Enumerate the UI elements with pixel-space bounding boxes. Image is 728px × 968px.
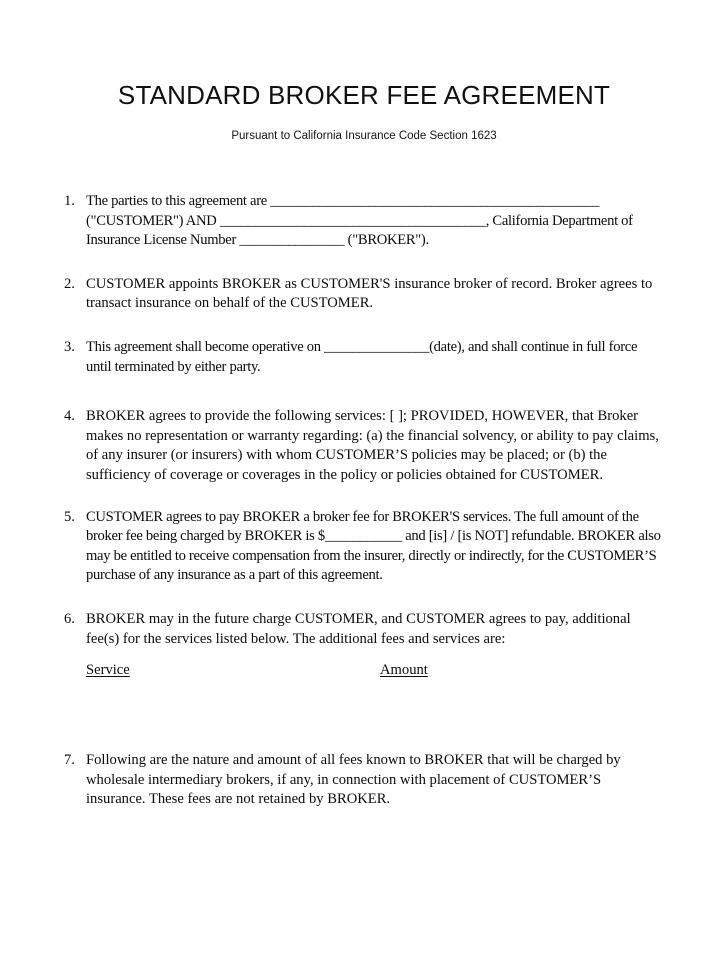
clause-7-number: 7. [64, 752, 75, 769]
clause-spacer [64, 486, 664, 508]
clause-spacer [64, 251, 664, 275]
clause-7-text: Following are the nature and amount of all fees known to BROKER that will be charged by wholesale intermediary brokers, if any, in connection with placement of CUSTOMER’S insurance. These fees are not retained by BROKER. [86, 752, 621, 808]
page-title: STANDARD BROKER FEE AGREEMENT [117, 80, 611, 110]
clause-spacer [64, 377, 664, 407]
additional-fees-table [86, 661, 664, 681]
clause-1-number: 1. [64, 193, 75, 209]
clause-4-number: 4. [64, 408, 75, 425]
clause-spacer [64, 586, 664, 610]
clause-4 [64, 407, 664, 485]
fee-table-service-header: Service [86, 662, 130, 679]
clause-list [64, 192, 664, 810]
clause-1 [64, 192, 664, 251]
clause-5-text: CUSTOMER agrees to pay BROKER a broker fee for BROKER'S services. The full amount of the broker fee being charged by BROKER is $___________ and [is] / [is NOT] refundable. BROKER also may be entitled to receive compensation from the insurer, directly or indirectly, for the CUSTOMER’S purchase of any insurance as a part of this agreement. [86, 508, 661, 584]
clause-6-text: BROKER may in the future charge CUSTOMER, and CUSTOMER agrees to pay, additional fee(s) for the services listed below. The additional fees and services are: [86, 610, 631, 647]
clause-3-number: 3. [64, 338, 75, 355]
clause-7 [64, 751, 664, 810]
clause-2-text: CUSTOMER appoints BROKER as CUSTOMER'S insurance broker of record. Broker agrees to transact insurance on behalf of the CUSTOMER. [86, 275, 653, 312]
clause-spacer [64, 314, 664, 338]
clause-5 [64, 508, 664, 586]
clause-2 [64, 275, 664, 314]
page-subtitle: Pursuant to California Insurance Code Section 1623 [231, 130, 497, 142]
clause-6 [64, 610, 664, 681]
fee-table-amount-header: Amount [380, 662, 428, 679]
clause-3-text: This agreement shall become operative on _______________(date), and shall continue in full force until terminated by either party. [86, 338, 638, 375]
clause-3 [64, 338, 664, 377]
clause-spacer [64, 681, 664, 751]
clause-6-number: 6. [64, 610, 75, 627]
clause-5-number: 5. [64, 508, 75, 525]
clause-4-text: BROKER agrees to provide the following services: [ ]; PROVIDED, HOWEVER, that Broker makes no representation or warranty regarding: (a) the financial solvency, or ability to pay claims, of any insurer (or insurers) with whom CUSTOMER’S policies may be placed; or (b) the sufficiency of coverage or coverages in the policy or policies obtained for CUSTOMER. [86, 408, 659, 483]
clause-1-text: The parties to this agreement are _______________________________________________ ("CUSTOMER") AND ______________________________________, California Department of Insurance License Number _______________ ("BROKER"). [86, 193, 633, 249]
clause-2-number: 2. [64, 275, 75, 292]
